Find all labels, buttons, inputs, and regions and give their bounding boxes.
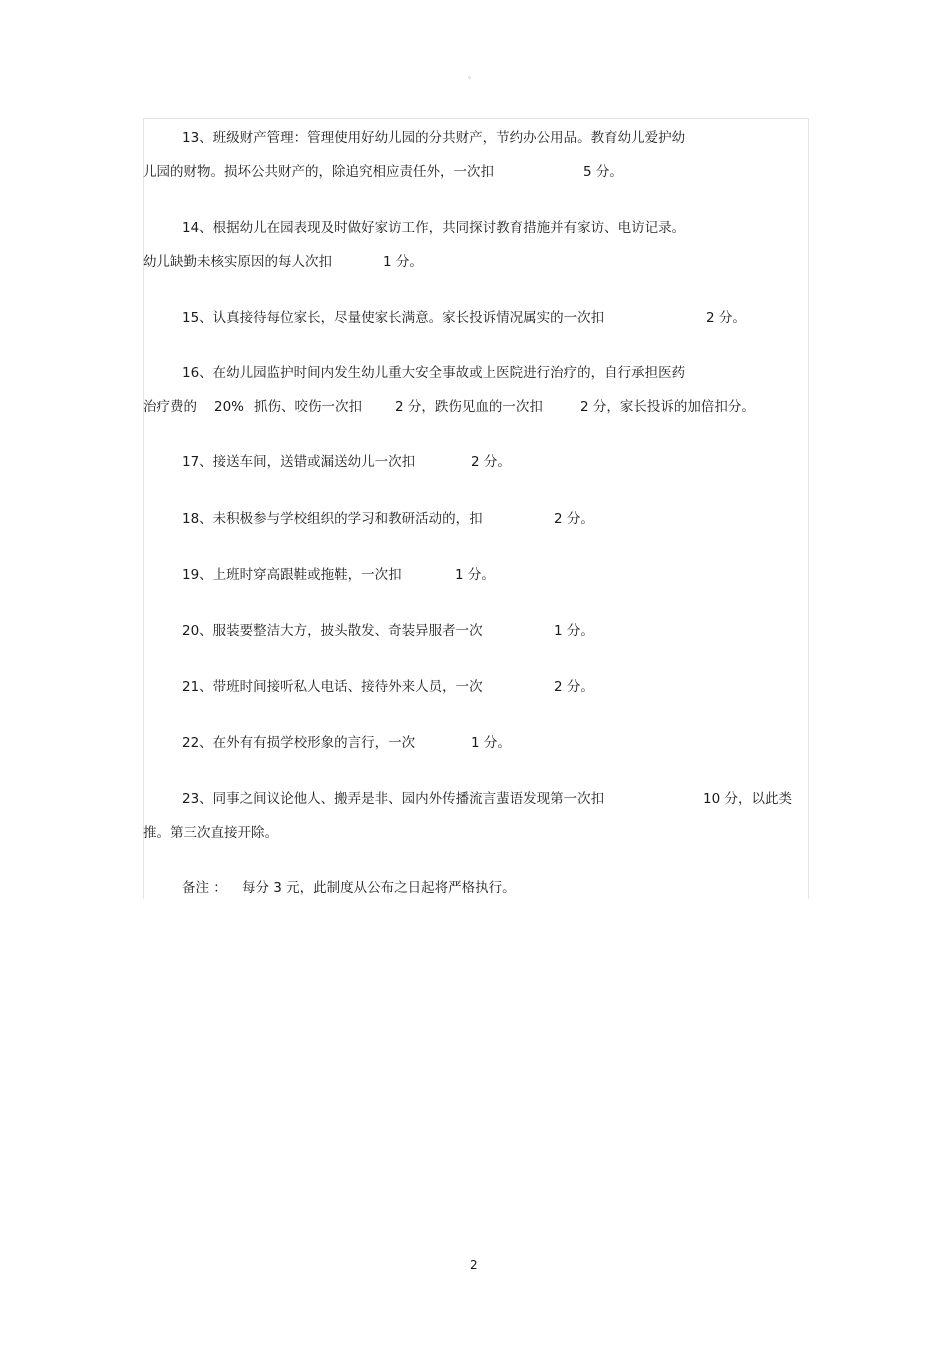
item-19-line-1: 19、上班时穿高跟鞋或拖鞋，一次扣 bbox=[182, 567, 402, 583]
item-14-deduction: 1 分。 bbox=[383, 254, 423, 270]
item-18-deduction: 2 分。 bbox=[554, 511, 594, 527]
item-21-line-1: 21、带班时间接听私人电话、接待外来人员，一次 bbox=[182, 679, 483, 695]
item-14-line-2: 幼儿缺勤未核实原因的每人次扣 bbox=[143, 254, 332, 270]
item-13-deduction: 5 分。 bbox=[583, 164, 623, 180]
item-17-deduction: 2 分。 bbox=[471, 454, 511, 470]
item-16-line-2d: 2 分，跌伤见血的一次扣 bbox=[395, 399, 543, 415]
item-15-deduction: 2 分。 bbox=[706, 310, 746, 326]
item-17-line-1: 17、接送车间，送错或漏送幼儿一次扣 bbox=[182, 454, 416, 470]
item-13-line-1: 13、班级财产管理：管理使用好幼儿园的分共财产，节约办公用品。教育幼儿爱护幼 bbox=[182, 130, 686, 146]
item-21-deduction: 2 分。 bbox=[554, 679, 594, 695]
item-20-deduction: 1 分。 bbox=[554, 623, 594, 639]
item-16-line-2a: 治疗费的 bbox=[143, 399, 197, 415]
note-label: 备注 ： bbox=[182, 880, 227, 896]
item-16-line-1: 16、在幼儿园监护时间内发生幼儿重大安全事故或上医院进行治疗的，自行承担医药 bbox=[182, 365, 686, 381]
item-22-deduction: 1 分。 bbox=[471, 735, 511, 751]
top-mark: 。 bbox=[468, 71, 478, 81]
item-20-line-1: 20、服装要整洁大方，披头散发、奇装异服者一次 bbox=[182, 623, 483, 639]
item-23-deduction: 10 分，以此类 bbox=[703, 791, 792, 807]
item-18-line-1: 18、未积极参与学校组织的学习和教研活动的，扣 bbox=[182, 511, 483, 527]
item-23-line-1: 23、同事之间议论他人、搬弄是非、园内外传播流言蜚语发现第一次扣 bbox=[182, 791, 605, 807]
note-text: 每分 3 元，此制度从公布之日起将严格执行。 bbox=[242, 880, 516, 896]
item-16-line-2b: 20% bbox=[214, 399, 245, 415]
item-15-line-1: 15、认真接待每位家长，尽量使家长满意。家长投诉情况属实的一次扣 bbox=[182, 310, 605, 326]
item-19-deduction: 1 分。 bbox=[455, 567, 495, 583]
item-16-line-2e: 2 分，家长投诉的加倍扣分。 bbox=[580, 399, 755, 415]
page-number: 2 bbox=[470, 1258, 478, 1272]
item-16-line-2c: 抓伤、咬伤一次扣 bbox=[254, 399, 362, 415]
item-23-line-2: 推。第三次直接开除。 bbox=[143, 825, 278, 841]
item-14-line-1: 14、根据幼儿在园表现及时做好家访工作，共同探讨教育措施并有家访、电访记录。 bbox=[182, 220, 686, 236]
item-13-line-2: 儿园的财物。损坏公共财产的，除追究相应责任外，一次扣 bbox=[143, 164, 494, 180]
item-22-line-1: 22、在外有有损学校形象的言行，一次 bbox=[182, 735, 416, 751]
